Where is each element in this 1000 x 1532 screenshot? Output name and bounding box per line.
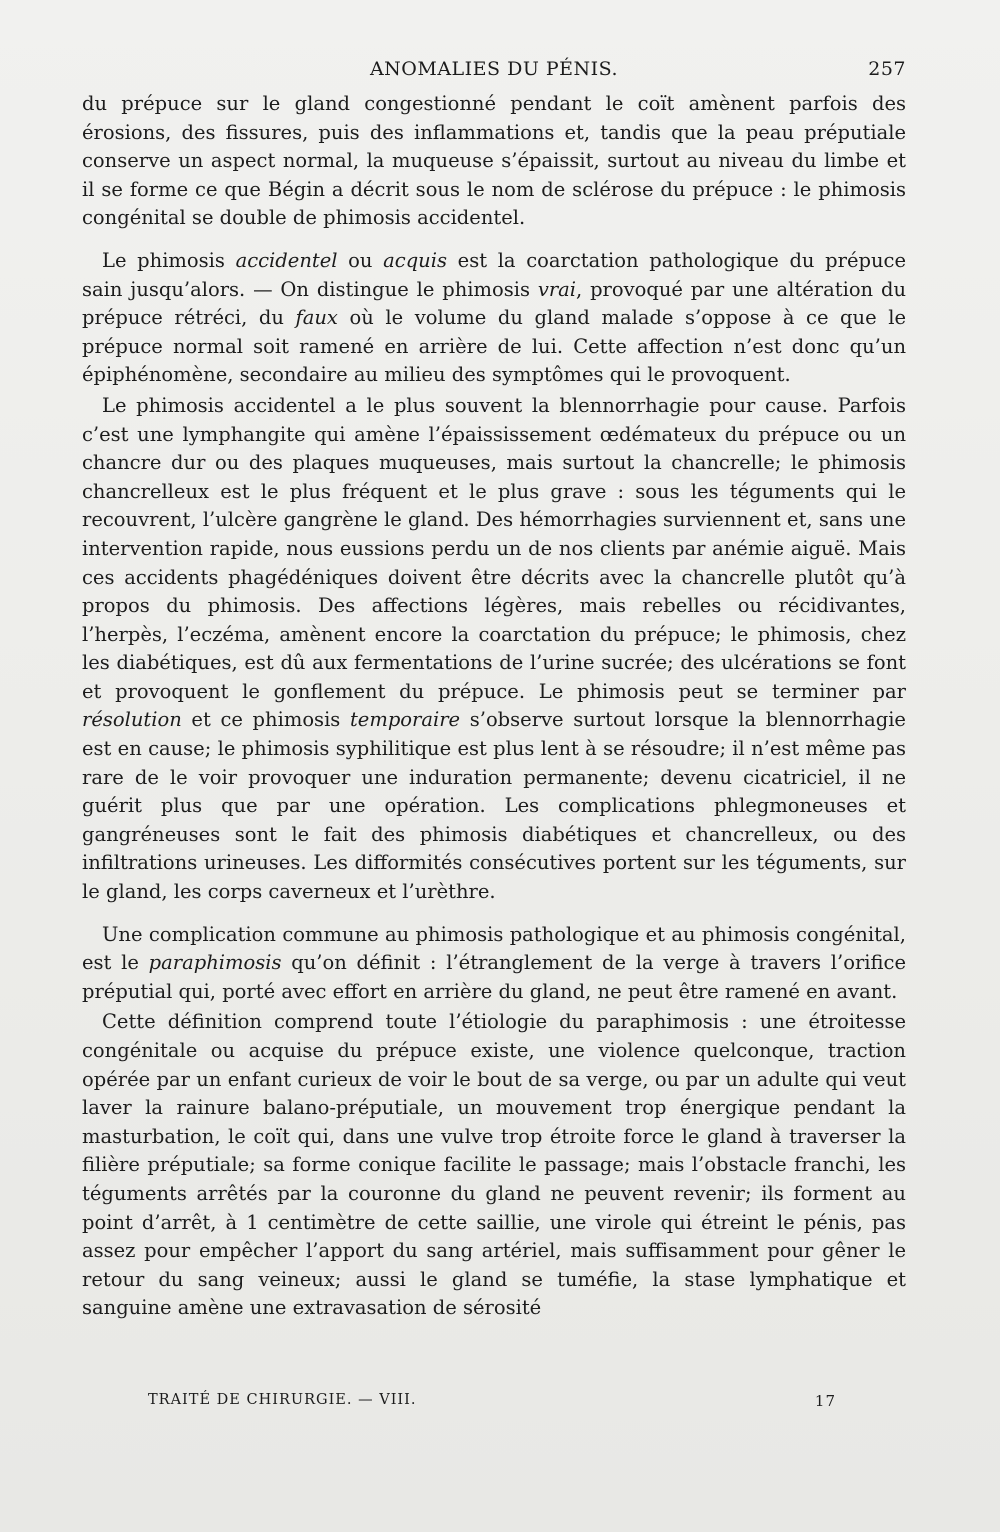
paragraph-1 (82, 90, 906, 233)
text-run: est la coarctation pathologique du prépuce sain jusqu’alors. — On distingue le phimosis (82, 248, 906, 301)
running-title: ANOMALIES DU PÉNIS. (369, 58, 619, 80)
text-run: s’observe surtout lorsque la blennorrhagie est en cause; le phimosis syphilitique est plus lent à se résoudre; il n’est même pas rare de le voir provoquer une induration permanente; devenu cicatriciel, il ne guérit plus que par une opération. Les complications phlegmoneuses et gangréneuses sont le fait des phimosis diabétiques et chancrelleux, ou des infiltrations urineuses. Les difformités consécutives portent sur les téguments, sur le gland, les corps caverneux et l’urèthre. (82, 708, 906, 904)
text-run: ou (337, 248, 384, 272)
text-run: Cette définition comprend toute l’étiologie du paraphimosis : une étroitesse congénitale ou acquise du prépuce existe, une violence quelconque, traction opérée par un enfant curieux de voir le bout de sa verge, ou par un adulte qui veut laver la rainure balano-préputiale, un mouvement trop énergique pendant la masturbation, le coït qui, dans une vulve trop étroite force le gland à traverser la filière préputiale; sa forme conique facilite le passage; mais l’obstacle franchi, les téguments arrêtés par la couronne du gland ne peuvent revenir; ils forment au point d’arrêt, à 1 centimètre de cette saillie, une virole qui étreint le pénis, pas assez pour empêcher l’apport du sang artériel, mais suffisamment pour gêner le retour du sang veineux; aussi le gland se tuméfie, la stase lymphatique et sanguine amène une extravasation de sérosité (82, 1010, 906, 1320)
running-header (82, 58, 906, 82)
text-run: où le volume du gland malade s’oppose à ce que le prépuce normal soit ramené en arrière de lui. Cette affection n’est donc qu’un épiphénomène, secondaire au milieu des symptômes qui le provoquent. (82, 306, 906, 387)
italic-term: résolution (82, 708, 182, 732)
text-run: du prépuce sur le gland congestionné pendant le coït amènent parfois des érosions, des fissures, puis des inflammations et, tandis que la peau préputiale conserve un aspect normal, la muqueuse s’épaissit, surtout au niveau du limbe et il se forme ce que Bégin a décrit sous le nom de sclérose du prépuce : le phimosis congénital se double de phimosis accidentel. (82, 92, 906, 230)
text-run: Une complication commune au phimosis pathologique et au phimosis congénital, est le (82, 922, 906, 975)
italic-term: accidentel (235, 248, 338, 272)
text-run: , provoqué par une altération du prépuce rétréci, du (82, 277, 907, 330)
signature-number: 17 (814, 1392, 836, 1410)
italic-term: vrai (537, 277, 577, 301)
body-text (82, 90, 906, 1323)
italic-term: temporaire (349, 708, 461, 732)
paragraph-2 (82, 247, 906, 390)
paragraph-5 (82, 1008, 906, 1323)
paragraph-4 (82, 921, 906, 1007)
paragraph-3 (82, 392, 906, 907)
page-footer (148, 1392, 836, 1414)
text-run: et ce phimosis (181, 708, 350, 732)
italic-term: paraphimosis (148, 951, 282, 975)
italic-term: acquis (383, 248, 447, 272)
text-run: Le phimosis accidentel a le plus souvent la blennorrhagie pour cause. Parfois c’est une lymphangite qui amène l’épaississement œdémateux du prépuce ou un chancre dur ou des plaques muqueuses, mais surtout la chancrelle; le phimosis chancrelleux est le plus fréquent et le plus grave : sous les téguments qui le recouvrent, l’ulcère gangrène le gland. Des hémorrhagies surviennent et, sans une intervention rapide, nous eussions perdu un de nos clients par anémie aiguë. Mais ces accidents phagédéniques doivent être décrits avec la chancrelle plutôt qu’à propos du phimosis. Des affections légères, mais rebelles ou récidivantes, l’herpès, l’eczéma, amènent encore la coarctation du prépuce; le phimosis, chez les diabétiques, est dû aux fermentations de l’urine sucrée; des ulcérations se font et provoquent le gonflement du prépuce. Le phimosis peut se terminer par (82, 393, 906, 703)
text-run: Le phimosis (102, 248, 236, 272)
signature-mark: TRAITÉ DE CHIRURGIE. — VIII. (148, 1392, 417, 1408)
italic-term: faux (295, 306, 338, 330)
text-run: qu’on définit : l’étranglement de la verge à travers l’orifice préputial qui, porté avec effort en arrière du gland, ne peut être ramené en avant. (82, 951, 906, 1003)
page-number: 257 (868, 58, 906, 80)
